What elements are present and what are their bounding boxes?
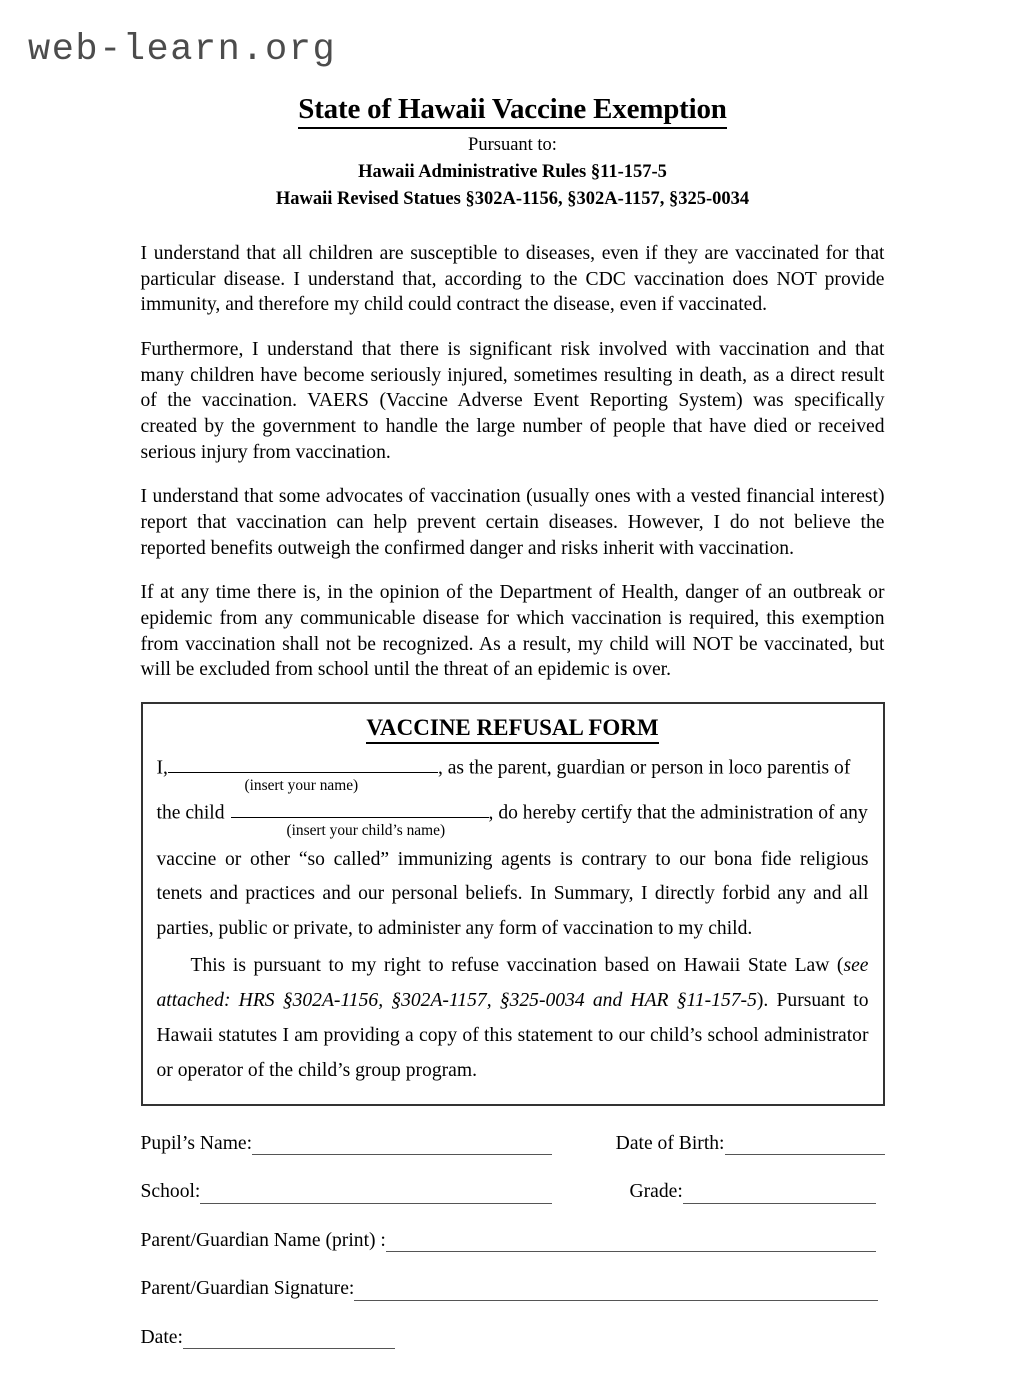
field-school bbox=[141, 1180, 630, 1204]
grade-input[interactable] bbox=[683, 1185, 876, 1204]
closing-text-part-2: ). Pursuant to Hawaii statutes I am providing a copy of this statement to our child’s school administrator or operator of the child’s group program. bbox=[156, 990, 869, 1081]
refusal-body-paragraph: vaccine or other “so called” immunizing agents is contrary to our bona fide religious tenets and practices and our personal beliefs. In Summary, I directly forbid any and all parties, public or private, to administer any form of vaccination to my child. bbox=[156, 848, 869, 940]
parent-name-hint: (insert your name) bbox=[244, 776, 359, 794]
pursuant-label: Pursuant to: bbox=[468, 134, 557, 155]
document-header bbox=[141, 92, 885, 211]
child-name-hint: (insert your child’s name) bbox=[286, 821, 446, 839]
child-name-line bbox=[157, 798, 869, 826]
parent-name-prefix: I, bbox=[156, 757, 168, 779]
date-label: Date: bbox=[140, 1326, 183, 1348]
body-paragraph: I understand that all children are susceptible to diseases, even if they are vaccinated for that particular disease. I understand that, according to the CDC vaccination does NOT provide immunity, and therefore my child could contract the disease, even if vaccinated. bbox=[140, 243, 885, 316]
body-paragraph: If at any time there is, in the opinion of the Department of Health, danger of an outbreak or epidemic from any communicable disease for which vaccination is required, this exemption from vaccination shall not be recognized. As a result, my child will NOT be vaccinated, but will be excluded from school until the threat of an epidemic is over. bbox=[140, 582, 885, 681]
signature-fields bbox=[141, 1132, 885, 1350]
field-row-school-grade bbox=[141, 1180, 885, 1204]
parent-print-input[interactable] bbox=[386, 1233, 876, 1252]
field-row-pupil-dob bbox=[141, 1132, 885, 1156]
statute-line-1: Hawaii Administrative Rules §11-157-5 bbox=[358, 161, 667, 182]
body-paragraph: I understand that some advocates of vaccination (usually ones with a vested financial interest) report that vaccination can help prevent certain diseases. However, I do not believe the reported benefits outweigh the confirmed danger and risks inherit with vaccination. bbox=[140, 486, 885, 559]
page-title-text: State of Hawaii Vaccine Exemption bbox=[298, 93, 726, 129]
parent-signature-input[interactable] bbox=[354, 1282, 878, 1301]
date-of-birth-input[interactable] bbox=[725, 1136, 885, 1155]
child-name-suffix: , do hereby certify that the administration of any bbox=[488, 802, 868, 824]
date-of-birth-label: Date of Birth: bbox=[615, 1132, 725, 1154]
child-name-prefix: the child bbox=[156, 802, 225, 824]
date-input[interactable] bbox=[183, 1330, 395, 1349]
statute-line-2: Hawaii Revised Statues §302A-1156, §302A-1157, §325-0034 bbox=[275, 188, 750, 209]
vaccine-refusal-form-box bbox=[141, 702, 885, 1106]
body-paragraph: Furthermore, I understand that there is significant risk involved with vaccination and that many children have become seriously injured, sometimes resulting in death, as a direct result of the vaccination. VAERS (Vaccine Adverse Event Reporting System) was specifically created by the government to handle the large number of people that have died or received serious injury from vaccination. bbox=[140, 338, 885, 463]
field-row-parent-signature bbox=[141, 1277, 885, 1301]
refusal-form-heading bbox=[157, 714, 869, 743]
school-label: School: bbox=[140, 1181, 201, 1203]
grade-label: Grade: bbox=[629, 1181, 683, 1203]
parent-name-blank[interactable] bbox=[168, 753, 438, 774]
field-grade bbox=[630, 1180, 885, 1204]
page-title bbox=[141, 92, 885, 127]
pupil-name-input[interactable] bbox=[252, 1136, 552, 1155]
parent-signature-label: Parent/Guardian Signature: bbox=[140, 1278, 355, 1300]
child-name-blank[interactable] bbox=[231, 798, 489, 819]
field-row-date bbox=[141, 1326, 885, 1350]
pupil-name-label: Pupil’s Name: bbox=[140, 1132, 253, 1154]
body-paragraphs bbox=[141, 241, 885, 683]
parent-print-label: Parent/Guardian Name (print) : bbox=[140, 1229, 386, 1251]
refusal-form-heading-text: VACCINE REFUSAL FORM bbox=[366, 715, 658, 744]
field-parent-print bbox=[141, 1229, 885, 1253]
closing-text-italic: see attached: HRS §302A-1156, §302A-1157, §325-0034 and HAR §11-157-5 bbox=[156, 955, 869, 1012]
field-pupil-name bbox=[141, 1132, 616, 1156]
field-date-of-birth bbox=[616, 1132, 885, 1156]
parent-name-suffix: , as the parent, guardian or person in loco parentis of bbox=[437, 757, 851, 779]
field-row-parent-print bbox=[141, 1229, 885, 1253]
closing-text-part-1: This is pursuant to my right to refuse vaccination based on Hawaii State Law ( bbox=[190, 955, 844, 977]
field-date bbox=[141, 1326, 885, 1350]
document-content bbox=[141, 0, 885, 1349]
site-watermark: web-learn.org bbox=[28, 29, 337, 71]
school-input[interactable] bbox=[200, 1185, 552, 1204]
refusal-closing-paragraph bbox=[157, 949, 869, 1089]
field-parent-signature bbox=[141, 1277, 885, 1301]
